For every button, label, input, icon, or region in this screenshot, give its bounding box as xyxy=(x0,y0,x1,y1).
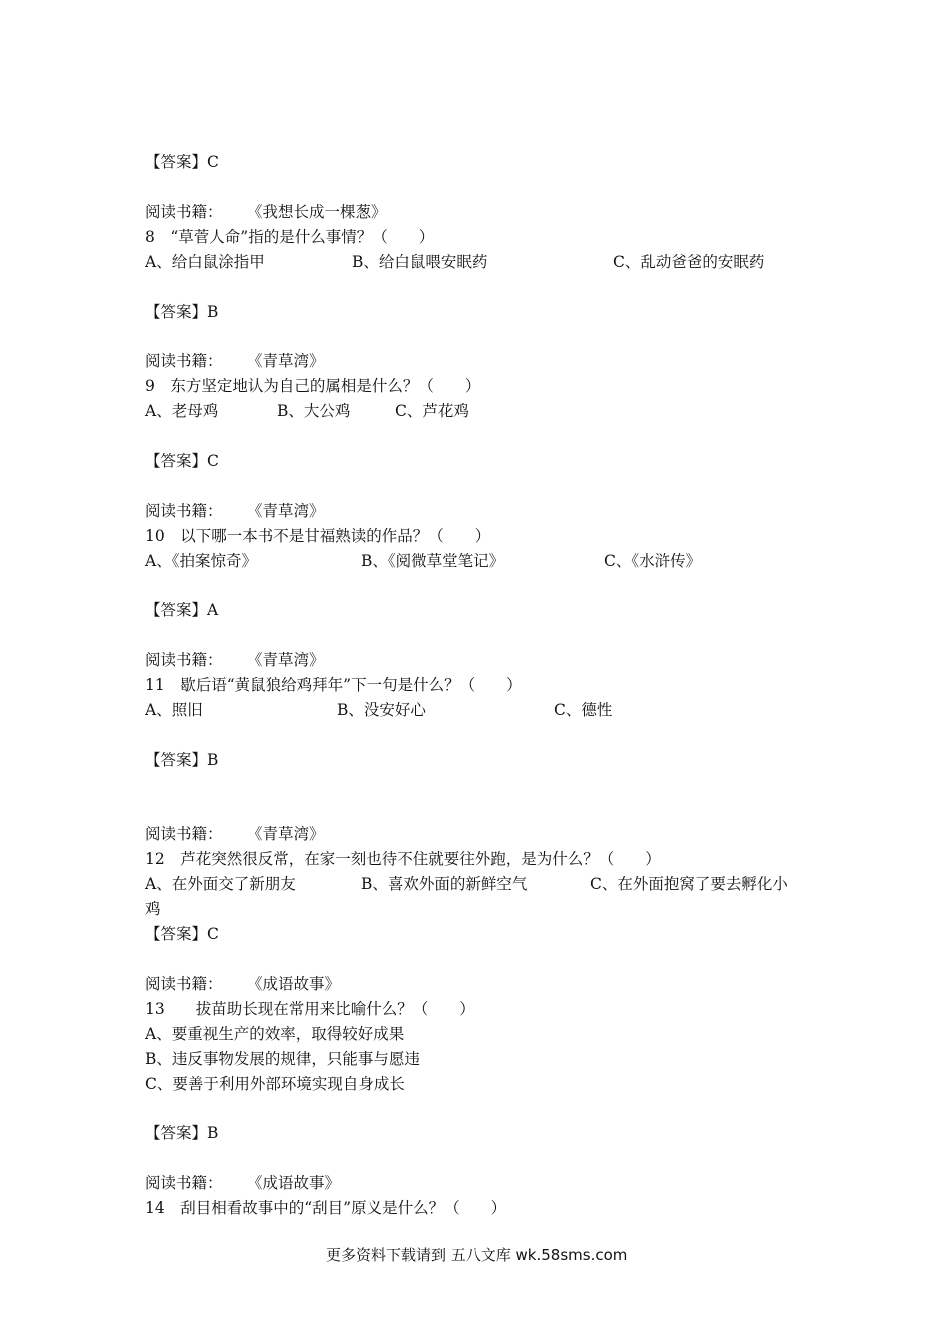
option-a: A、给白鼠涂指甲 xyxy=(145,253,265,271)
question-9: 9 东方坚定地认为自己的属相是什么？（ ） xyxy=(145,377,481,395)
question-10: 10 以下哪一本书不是甘福熟读的作品？（ ） xyxy=(145,527,491,545)
option-a: A、要重视生产的效率，取得较好成果 xyxy=(145,1025,405,1043)
answer-10: 【答案】A xyxy=(145,601,219,619)
book-title: 《青草湾》 xyxy=(247,825,325,843)
option-b: B、喜欢外面的新鲜空气 xyxy=(361,875,528,893)
option-c: C、要善于利用外部环境实现自身成长 xyxy=(145,1075,405,1093)
book-label: 阅读书籍： xyxy=(145,825,223,843)
book-title: 《青草湾》 xyxy=(247,651,325,669)
option-a: A、在外面交了新朋友 xyxy=(145,875,296,893)
answer-7: 【答案】C xyxy=(145,153,219,171)
book-label: 阅读书籍： xyxy=(145,352,223,370)
book-title: 《青草湾》 xyxy=(247,352,325,370)
option-c: C、在外面抱窝了要去孵化小 xyxy=(590,875,788,893)
option-a: A、照旧 xyxy=(145,701,203,719)
question-14: 14 刮目相看故事中的“刮目”原义是什么？（ ） xyxy=(145,1199,507,1217)
answer-12: 【答案】C xyxy=(145,925,219,943)
option-b: B、《阅微草堂笔记》 xyxy=(361,552,505,570)
option-c: C、乱动爸爸的安眠药 xyxy=(613,253,765,271)
answer-11: 【答案】B xyxy=(145,751,219,769)
page-footer: 更多资料下载请到 五八文库 wk.58sms.com xyxy=(326,1246,628,1264)
book-label: 阅读书籍： xyxy=(145,1174,223,1192)
question-8: 8 “草菅人命”指的是什么事情？（ ） xyxy=(145,228,435,246)
book-label: 阅读书籍： xyxy=(145,203,223,221)
book-label: 阅读书籍： xyxy=(145,975,223,993)
answer-13: 【答案】B xyxy=(145,1124,219,1142)
answer-8: 【答案】B xyxy=(145,303,219,321)
option-c: C、芦花鸡 xyxy=(395,402,469,420)
option-b: B、违反事物发展的规律，只能事与愿违 xyxy=(145,1050,420,1068)
option-a: A、老母鸡 xyxy=(145,402,219,420)
option-c: C、《水浒传》 xyxy=(604,552,702,570)
question-11: 11 歇后语“黄鼠狼给鸡拜年”下一句是什么？（ ） xyxy=(145,676,522,694)
option-c-continued: 鸡 xyxy=(145,900,161,918)
option-b: B、大公鸡 xyxy=(277,402,351,420)
question-13: 13 拔苗助长现在常用来比喻什么？（ ） xyxy=(145,1000,475,1018)
book-title: 《成语故事》 xyxy=(247,1174,341,1192)
answer-9: 【答案】C xyxy=(145,452,219,470)
question-12: 12 芦花突然很反常，在家一刻也待不住就要往外跑，是为什么？（ ） xyxy=(145,850,661,868)
option-c: C、德性 xyxy=(554,701,613,719)
option-b: B、给白鼠喂安眠药 xyxy=(352,253,488,271)
book-label: 阅读书籍： xyxy=(145,651,223,669)
book-title: 《青草湾》 xyxy=(247,502,325,520)
option-a: A、《拍案惊奇》 xyxy=(145,552,257,570)
book-label: 阅读书籍： xyxy=(145,502,223,520)
book-title: 《成语故事》 xyxy=(247,975,341,993)
book-title: 《我想长成一棵葱》 xyxy=(247,203,387,221)
option-b: B、没安好心 xyxy=(337,701,426,719)
